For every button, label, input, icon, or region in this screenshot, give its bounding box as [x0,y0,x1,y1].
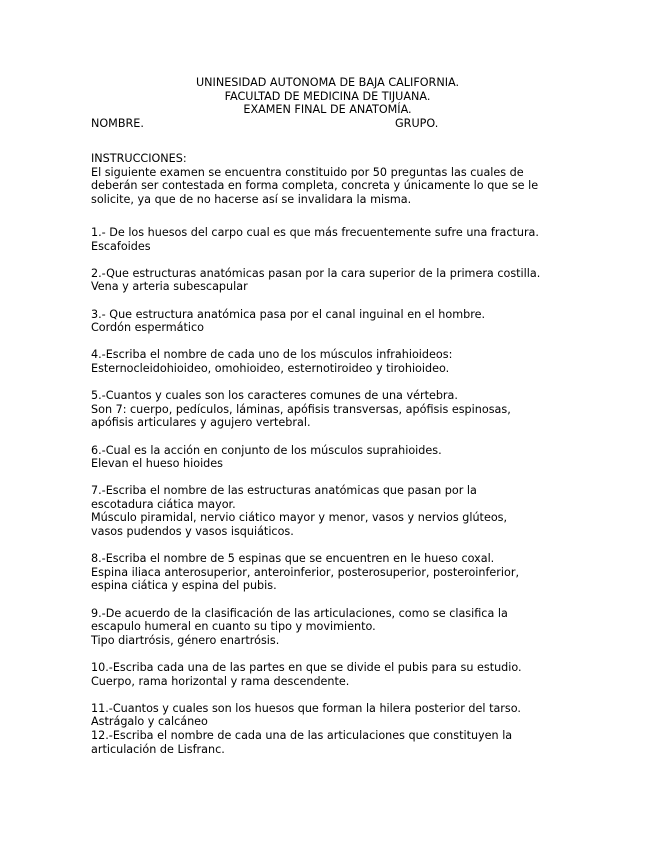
question-item [91,702,581,729]
answer-text: Cuerpo, rama horizontal y rama descendente. [91,674,350,688]
question-item [91,267,581,294]
exam-title: EXAMEN FINAL DE ANATOMÍA. [243,103,412,117]
answer-text: escotadura ciática mayor. [91,497,236,511]
question-text: 9.-De acuerdo de la clasificación de las articulaciones, como se clasifica la [91,606,508,620]
question-text: 10.-Escriba cada una de las partes en que se divide el pubis para su estudio. [91,661,522,674]
question-text: 2.-Que estructuras anatómicas pasan por la cara superior de la primera costilla. [91,266,541,280]
answer-text: Músculo piramidal, nervio ciático mayor y menor, vasos y nervios glúteos, [91,511,508,525]
answer-text: Esternocleidohioideo, omohioideo, esternotiroideo y tirohioideo. [91,361,450,375]
question-item [91,484,581,538]
question-item [91,607,581,648]
answer-text: Espina iliaca anterosuperior, anteroinferior, posterosuperior, posteroinferior, [91,565,520,579]
question-text: 11.-Cuantos y cuales son los huesos que forman la hilera posterior del tarso. [91,701,521,715]
question-text: 5.-Cuantos y cuales son los caracteres comunes de una vértebra. [91,389,458,403]
name-label: NOMBRE. [91,116,144,130]
question-text: 4.-Escriba el nombre de cada uno de los músculos infrahioideos: [91,348,453,362]
answer-text: escapulo humeral en cuanto su tipo y movimiento. [91,620,376,634]
answer-text: Vena y arteria subescapular [91,280,248,294]
answer-text: Astrágalo y calcáneo [91,715,208,729]
answer-text: Escafoides [91,239,151,253]
instructions-line: solicite, ya que de no hacerse así se invalidara la misma. [91,192,412,206]
answer-text: Tipo diartrósis, género enartrósis. [91,633,280,647]
question-item [91,226,581,253]
question-item [91,661,581,688]
question-item [91,308,581,335]
question-item [91,552,581,593]
question-text: 8.-Escriba el nombre de 5 espinas que se encuentren en le hueso coxal. [91,552,495,566]
answer-text: Son 7: cuerpo, pedículos, láminas, apófisis transversas, apófisis espinosas, [91,402,511,416]
question-text: 1.- De los huesos del carpo cual es que más frecuentemente sufre una fractura. [91,226,539,239]
questions-list [91,226,581,770]
instructions-block [91,152,581,206]
faculty-name: FACULTAD DE MEDICINA DE TIJUANA. [224,89,431,103]
question-text: 6.-Cual es la acción en conjunto de los músculos suprahioides. [91,443,442,457]
instructions-line: El siguiente examen se encuentra constituido por 50 preguntas las cuales de [91,165,524,179]
question-text: 3.- Que estructura anatómica pasa por el canal inguinal en el hombre. [91,307,486,321]
question-item [91,444,581,471]
question-item [91,389,581,430]
question-text: 12.-Escriba el nombre de cada una de las articulaciones que constituyen la [91,728,513,742]
answer-text: apófisis articulares y agujero vertebral. [91,416,311,430]
instructions-title: INSTRUCCIONES: [91,152,187,165]
university-name: UNINESIDAD AUTONOMA DE BAJA CALIFORNIA. [195,76,460,89]
question-item [91,729,581,756]
question-item [91,348,581,375]
answer-text: articulación de Lisfranc. [91,742,225,756]
group-label: GRUPO. [395,116,439,130]
question-text: 7.-Escriba el nombre de las estructuras anatómicas que pasan por la [91,484,477,498]
answer-text: Elevan el hueso hioides [91,457,223,471]
instructions-line: deberán ser contestada en forma completa, concreta y únicamente lo que se le [91,179,539,193]
answer-text: vasos pudendos y vasos isquiáticos. [91,525,294,539]
answer-text: Cordón espermático [91,321,204,335]
name-group-row [0,117,655,131]
answer-text: espina ciática y espina del pubis. [91,579,277,593]
exam-header [0,76,655,131]
